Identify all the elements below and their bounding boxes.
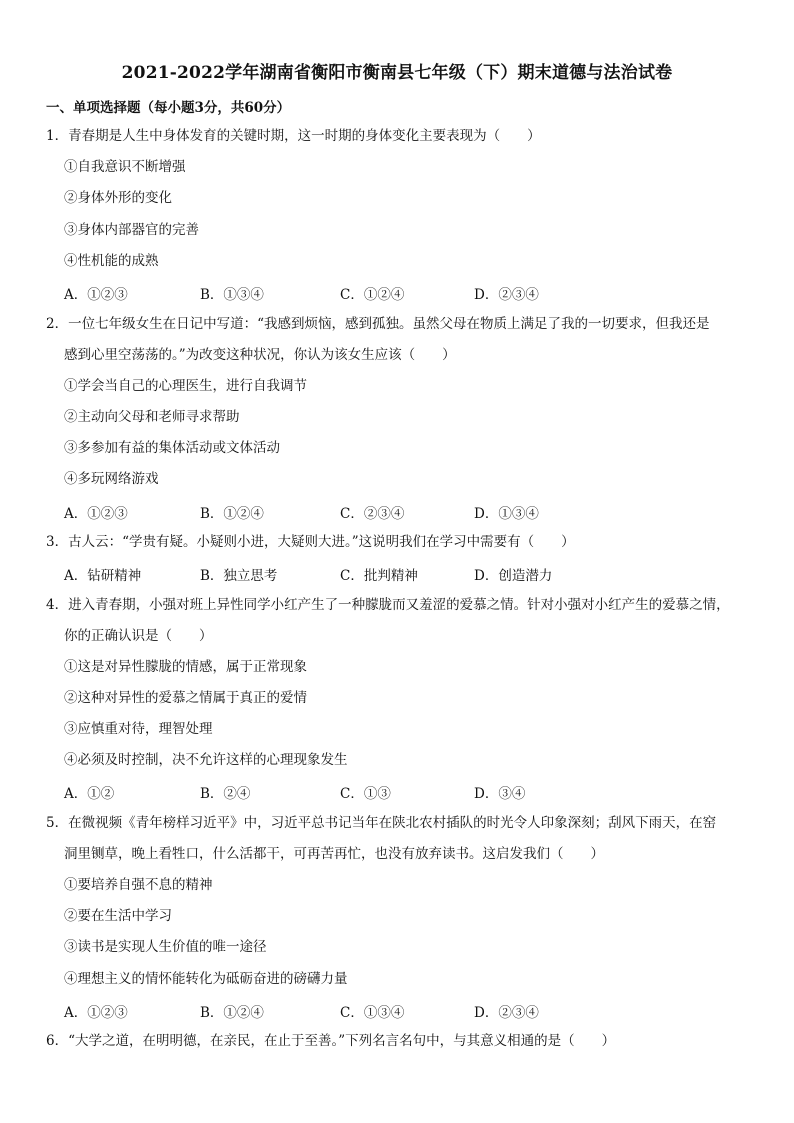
section-heading: 一、单项选择题（每小题3分，共60分） [46,100,291,116]
question-1-statement: ④性机能的成熟 [64,253,159,269]
question-3-choice-c: C．批判精神 [340,568,418,584]
question-3-stem: 3．古人云：“学贵有疑。小疑则小进，大疑则大进。”这说明我们在学习中需要有（ ） [46,534,575,550]
question-1-statement: ③身体内部器官的完善 [64,222,199,238]
question-4-choice-b: B．②④ [200,786,251,802]
question-5-statement: ③读书是实现人生价值的唯一途径 [64,939,267,955]
question-1-choice-d: D．②③④ [474,287,539,303]
question-2-statement: ③多参加有益的集体活动或文体活动 [64,440,280,456]
question-5-choice-c: C．①③④ [340,1005,405,1021]
question-4-statement: ③应慎重对待，理智处理 [64,721,213,737]
question-5-statement: ①要培养自强不息的精神 [64,877,213,893]
question-5-statement: ④理想主义的情怀能转化为砥砺奋进的磅礴力量 [64,971,348,987]
question-1-statement: ②身体外形的变化 [64,190,172,206]
question-2-stem: 感到心里空荡荡的。”为改变这种状况，你认为该女生应该（ ） [64,347,456,363]
question-4-choice-a: A．①② [64,786,115,802]
question-2-statement: ①学会当自己的心理医生，进行自我调节 [64,378,307,394]
question-3-choice-b: B．独立思考 [200,568,278,584]
question-2-choice-d: D．①③④ [474,506,539,522]
question-5-choice-a: A．①②③ [64,1005,128,1021]
page-title: 2021-2022学年湖南省衡阳市衡南县七年级（下）期末道德与法治试卷 [121,63,673,83]
question-3-choice-d: D．创造潜力 [474,568,553,584]
question-4-statement: ②这种对异性的爱慕之情属于真正的爱情 [64,690,307,706]
question-4-stem: 你的正确认识是（ ） [64,628,213,644]
question-2-choice-c: C．②③④ [340,506,405,522]
question-2-statement: ④多玩网络游戏 [64,471,159,487]
question-1-stem: 1．青春期是人生中身体发育的关键时期，这一时期的身体变化主要表现为（ ） [46,128,541,144]
question-3-choice-a: A．钻研精神 [64,568,142,584]
question-5-choice-b: B．①②④ [200,1005,264,1021]
question-2-statement: ②主动向父母和老师寻求帮助 [64,409,240,425]
question-2-choice-a: A．①②③ [64,506,128,522]
question-6-stem: 6．“大学之道，在明明德，在亲民，在止于至善。”下列名言名句中，与其意义相通的是（ ） [46,1033,616,1049]
question-2-choice-b: B．①②④ [200,506,264,522]
question-1-choice-a: A．①②③ [64,287,128,303]
question-4-statement: ①这是对异性朦胧的情感，属于正常现象 [64,659,307,675]
question-1-choice-b: B．①③④ [200,287,264,303]
question-4-statement: ④必须及时控制，决不允许这样的心理现象发生 [64,752,348,768]
question-2-stem: 2．一位七年级女生在日记中写道：“我感到烦恼，感到孤独。虽然父母在物质上满足了我的一切要求，但我还是 [46,316,710,332]
question-5-stem: 洞里铡草，晚上看牲口，什么活都干，可再苦再忙，也没有放弃读书。这启发我们（ ） [64,846,604,862]
question-5-choice-d: D．②③④ [474,1005,539,1021]
question-1-choice-c: C．①②④ [340,287,405,303]
question-1-statement: ①自我意识不断增强 [64,159,186,175]
question-4-choice-d: D．③④ [474,786,526,802]
question-5-stem: 5．在微视频《青年榜样习近平》中，习近平总书记当年在陕北农村插队的时光令人印象深刻；刮风下雨天，在窑 [46,815,717,831]
question-4-stem: 4．进入青春期，小强对班上异性同学小红产生了一种朦胧而又羞涩的爱慕之情。针对小强对小红产生的爱慕之情， [46,597,730,613]
question-5-statement: ②要在生活中学习 [64,908,172,924]
question-4-choice-c: C．①③ [340,786,391,802]
